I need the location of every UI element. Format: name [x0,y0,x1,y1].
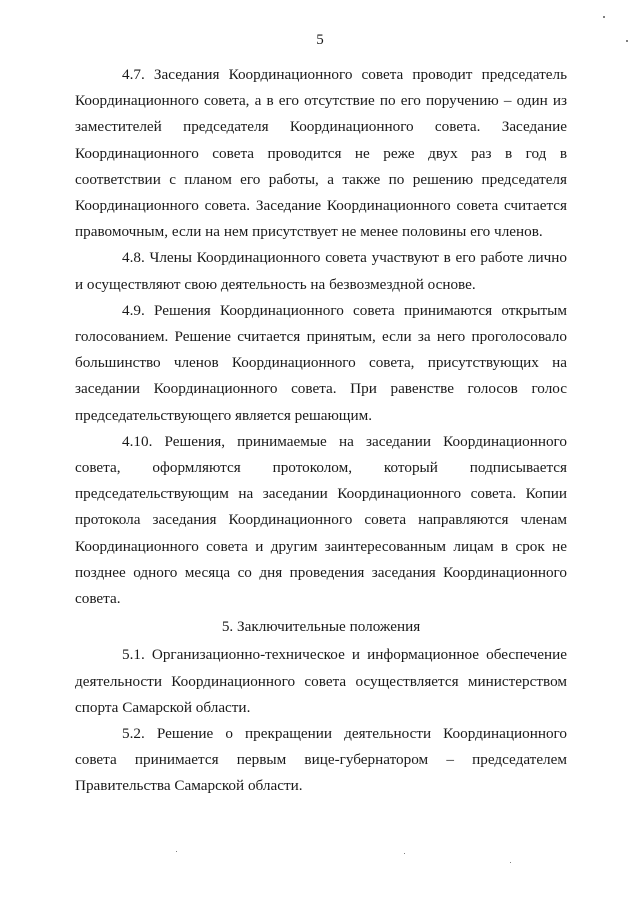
paragraph-4-9: 4.9. Решения Координационного совета принимаются открытым голосованием. Решение считается принятым, если за него проголосовало большинство членов Координационного совета, присутствующих на заседании Координационного совета. При равенстве голосов голос председательствующего является решающим. [75,301,567,424]
scan-speck [404,853,405,854]
paragraph-5-1: 5.1. Организационно-техническое и информационное обеспечение деятельности Координационного совета осуществляется министерством спорта Самарской области. [75,646,567,716]
scan-speck [626,40,628,42]
scan-speck [510,862,511,863]
page-number: 5 [316,32,324,48]
section-5-heading: 5. Заключительные положения [221,618,421,636]
document-body [75,62,567,800]
paragraph-5-2: 5.2. Решение о прекращении деятельности Координационного совета принимается первым вице-губернатором – председателем Правительства Самарской области. [75,725,567,795]
paragraph-4-8: 4.8. Члены Координационного совета участвуют в его работе лично и осуществляют свою деятельность на безвозмездной основе. [75,249,567,293]
scan-speck [603,16,605,18]
scan-speck [176,851,177,852]
paragraph-4-10: 4.10. Решения, принимаемые на заседании Координационного совета, оформляются протоколом, который подписывается председательствующим на заседании Координационного совета. Копии протокола заседания Координационного совета направляются членам Координационного совета и другим заинтересованным лицам в срок не позднее одного месяца со дня проведения заседания Координационного совета. [75,432,567,608]
paragraph-4-7: 4.7. Заседания Координационного совета проводит председатель Координационного совета, а в его отсутствие по его поручению – один из заместителей председателя Координационного совета. Заседание Координационного совета проводится не реже двух раз в год в соответствии с планом его работы, а также по решению председателя Координационного совета. Заседание Координационного совета считается правомочным, если на нем присутствует не менее половины его членов. [75,66,567,241]
